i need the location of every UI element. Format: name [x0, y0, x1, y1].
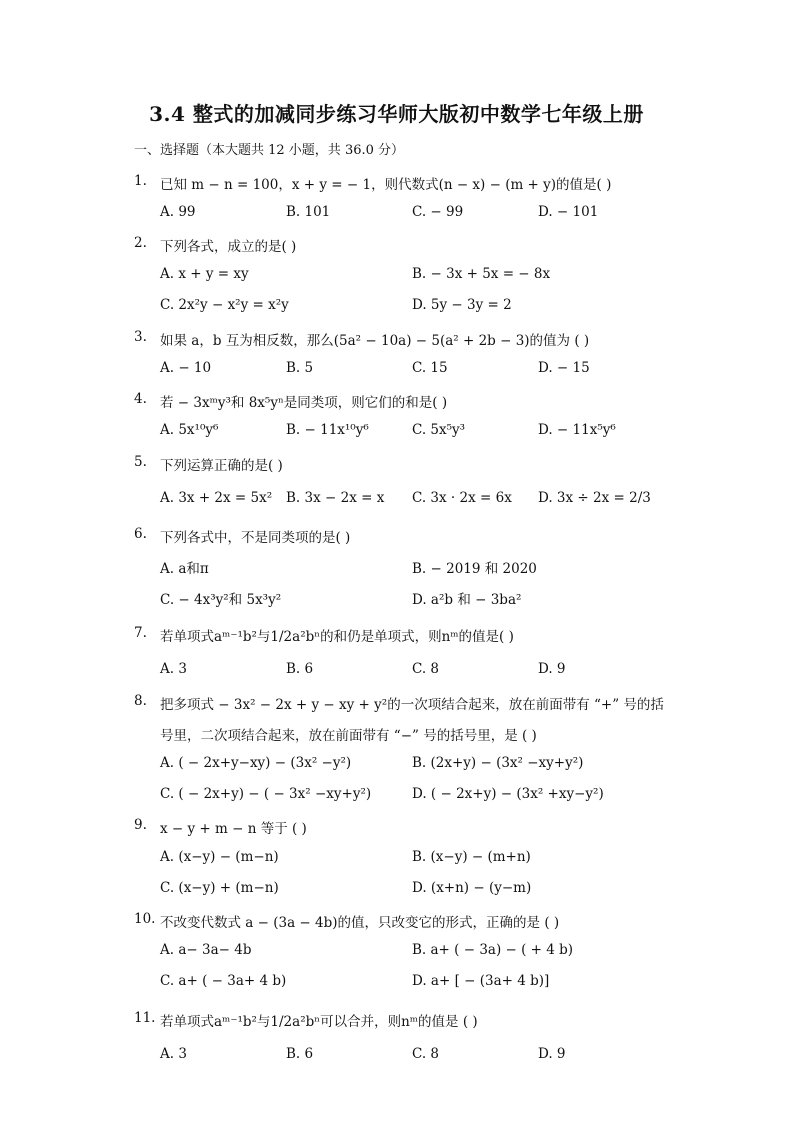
- options-row: [0, 490, 793, 514]
- option-c[interactable]: C. 15: [412, 360, 448, 376]
- option-b[interactable]: B. − 2019 和 2020: [412, 561, 537, 577]
- question-text: 把多项式 − 3x² − 2x + y − xy + y²的一次项结合起来，放在前面带有 “+” 号的括: [160, 697, 664, 713]
- option-d[interactable]: D. a²b 和 − 3ba²: [412, 592, 522, 608]
- options-row: [0, 973, 793, 997]
- option-d[interactable]: D. a+ [ − (3a+ 4 b)]: [412, 973, 550, 989]
- question-3: [0, 329, 793, 353]
- option-a[interactable]: A. x + y = xy: [160, 266, 249, 282]
- options-row: [0, 849, 793, 873]
- question-number: 5.: [134, 454, 147, 470]
- question-number: 1.: [134, 173, 147, 189]
- question-number: 10.: [134, 911, 156, 927]
- question-text-continued: 号里，二次项结合起来，放在前面带有 “−” 号的括号里，是 ( ): [160, 728, 537, 744]
- option-b[interactable]: B. − 11x¹⁰y⁶: [286, 422, 369, 438]
- option-c[interactable]: C. 2x²y − x²y = x²y: [160, 297, 289, 313]
- options-row: [0, 942, 793, 966]
- option-d[interactable]: D. − 15: [538, 360, 590, 376]
- question-4: [0, 391, 793, 415]
- option-c[interactable]: C. − 99: [412, 204, 464, 220]
- option-a[interactable]: A. a和π: [160, 561, 209, 577]
- option-a[interactable]: A. 5x¹⁰y⁶: [160, 422, 219, 438]
- question-10: [0, 911, 793, 935]
- question-text: 若 − 3xᵐy³和 8x⁵yⁿ是同类项，则它们的和是( ): [160, 395, 448, 411]
- option-a[interactable]: A. 3: [160, 661, 187, 677]
- option-b[interactable]: B. 6: [286, 661, 314, 677]
- question-2: [0, 235, 793, 259]
- option-d[interactable]: D. − 101: [538, 204, 599, 220]
- option-c[interactable]: C. ( − 2x+y) − ( − 3x² −xy+y²): [160, 786, 372, 802]
- option-c[interactable]: C. − 4x³y²和 5x³y²: [160, 592, 282, 608]
- option-d[interactable]: D. 5y − 3y = 2: [412, 297, 512, 313]
- option-b[interactable]: B. a+ ( − 3a) − ( + 4 b): [412, 942, 574, 958]
- option-a[interactable]: A. ( − 2x+y−xy) − (3x² −y²): [160, 755, 352, 771]
- question-7: [0, 625, 793, 649]
- question-5: [0, 454, 793, 478]
- option-d[interactable]: D. 9: [538, 1046, 566, 1062]
- question-number: 9.: [134, 817, 147, 833]
- question-text: 已知 m − n = 100，x + y = − 1，则代数式(n − x) − (m + y)的值是( ): [160, 177, 612, 193]
- options-row: [0, 297, 793, 321]
- options-row: [0, 360, 793, 384]
- question-text: 下列运算正确的是( ): [160, 458, 283, 474]
- options-row: [0, 661, 793, 685]
- question-number: 8.: [134, 693, 147, 709]
- question-number: 6.: [134, 526, 147, 542]
- option-c[interactable]: C. 8: [412, 1046, 440, 1062]
- options-row: [0, 204, 793, 228]
- option-c[interactable]: C. a+ ( − 3a+ 4 b): [160, 973, 287, 989]
- option-c[interactable]: C. 8: [412, 661, 440, 677]
- option-b[interactable]: B. 6: [286, 1046, 314, 1062]
- question-8: [0, 693, 793, 717]
- option-b[interactable]: B. 3x − 2x = x: [286, 490, 385, 506]
- question-text: 若单项式aᵐ⁻¹b²与1/2a²bⁿ可以合并，则nᵐ的值是 ( ): [160, 1014, 478, 1030]
- question-text: 下列各式，成立的是( ): [160, 239, 297, 255]
- question-text: 如果 a，b 互为相反数，那么(5a² − 10a) − 5(a² + 2b − 3)的值为 ( ): [160, 333, 590, 349]
- options-row: [0, 422, 793, 446]
- option-b[interactable]: B. 5: [286, 360, 314, 376]
- question-number: 3.: [134, 329, 147, 345]
- option-a[interactable]: A. a− 3a− 4b: [160, 942, 252, 958]
- option-b[interactable]: B. − 3x + 5x = − 8x: [412, 266, 551, 282]
- page-title: 3.4 整式的加减同步练习华师大版初中数学七年级上册: [149, 102, 644, 126]
- question-1: [0, 173, 793, 197]
- options-row: [0, 755, 793, 779]
- option-b[interactable]: B. 101: [286, 204, 331, 220]
- options-row: [0, 588, 793, 612]
- option-c[interactable]: C. 3x · 2x = 6x: [412, 490, 512, 506]
- question-11: [0, 1010, 793, 1034]
- option-b[interactable]: B. (x−y) − (m+n): [412, 849, 531, 865]
- question-8-continued: [0, 724, 793, 748]
- question-text: 不改变代数式 a − (3a − 4b)的值，只改变它的形式，正确的是 ( ): [160, 915, 560, 931]
- option-d[interactable]: D. − 11x⁵y⁶: [538, 422, 616, 438]
- options-row: [0, 880, 793, 904]
- question-number: 2.: [134, 235, 147, 251]
- option-d[interactable]: D. 9: [538, 661, 566, 677]
- option-c[interactable]: C. (x−y) + (m−n): [160, 880, 279, 896]
- option-a[interactable]: A. − 10: [160, 360, 212, 376]
- options-row: [0, 266, 793, 290]
- question-text: 若单项式aᵐ⁻¹b²与1/2a²bⁿ的和仍是单项式，则nᵐ的值是( ): [160, 629, 514, 645]
- option-d[interactable]: D. 3x ÷ 2x = 2/3: [538, 490, 651, 506]
- option-a[interactable]: A. 3x + 2x = 5x²: [160, 490, 273, 506]
- option-d[interactable]: D. ( − 2x+y) − (3x² +xy−y²): [412, 786, 604, 802]
- question-number: 4.: [134, 391, 147, 407]
- option-a[interactable]: A. (x−y) − (m−n): [160, 849, 279, 865]
- question-text: 下列各式中，不是同类项的是( ): [160, 530, 351, 546]
- option-a[interactable]: A. 99: [160, 204, 196, 220]
- question-text: x − y + m − n 等于 ( ): [160, 821, 307, 837]
- option-b[interactable]: B. (2x+y) − (3x² −xy+y²): [412, 755, 584, 771]
- options-row: [0, 786, 793, 810]
- question-number: 7.: [134, 625, 147, 641]
- question-9: [0, 817, 793, 841]
- question-6: [0, 526, 793, 550]
- section-heading: 一、选择题（本大题共 12 小题，共 36.0 分）: [134, 143, 405, 158]
- option-d[interactable]: D. (x+n) − (y−m): [412, 880, 532, 896]
- options-row: [0, 1046, 793, 1070]
- option-a[interactable]: A. 3: [160, 1046, 187, 1062]
- option-c[interactable]: C. 5x⁵y³: [412, 422, 466, 438]
- options-row: [0, 557, 793, 581]
- question-number: 11.: [134, 1010, 156, 1026]
